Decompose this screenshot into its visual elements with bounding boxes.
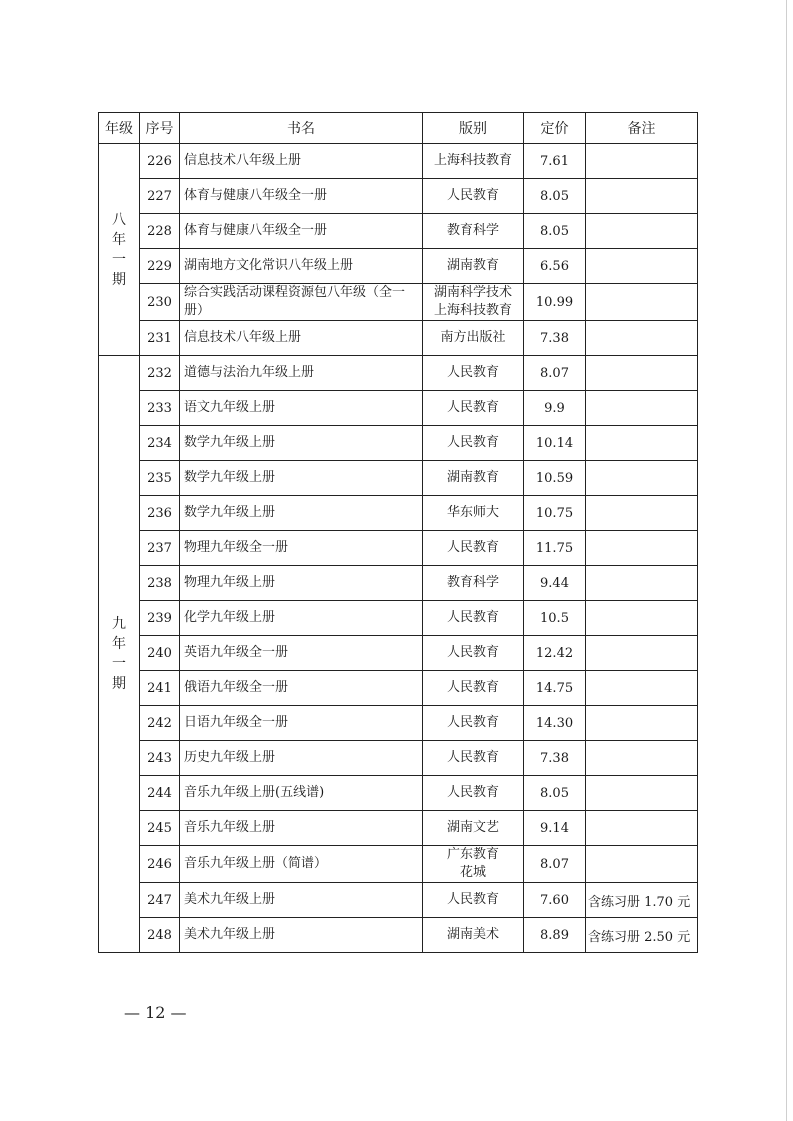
publisher: 湖南教育: [423, 461, 524, 496]
table-row: [99, 811, 698, 846]
row-number: 237: [140, 531, 180, 566]
price: 8.89: [524, 918, 586, 953]
book-title: 音乐九年级上册(五线谱): [180, 776, 423, 811]
publisher: 人民教育: [423, 426, 524, 461]
note: [586, 391, 698, 426]
table-row: [99, 321, 698, 356]
book-title: 物理九年级上册: [180, 566, 423, 601]
table-row: [99, 531, 698, 566]
book-title: 音乐九年级上册（简谱）: [180, 846, 423, 883]
price: 9.44: [524, 566, 586, 601]
publisher: 湖南教育: [423, 249, 524, 284]
table-row: [99, 741, 698, 776]
book-title: 俄语九年级全一册: [180, 671, 423, 706]
row-number: 234: [140, 426, 180, 461]
publisher: 上海科技教育: [423, 144, 524, 179]
price: 9.14: [524, 811, 586, 846]
price: 10.59: [524, 461, 586, 496]
header-publisher: 版别: [423, 113, 524, 144]
row-number: 236: [140, 496, 180, 531]
table-row: [99, 391, 698, 426]
row-number: 245: [140, 811, 180, 846]
note: [586, 356, 698, 391]
publisher: 人民教育: [423, 706, 524, 741]
publisher: 华东师大: [423, 496, 524, 531]
table-row: [99, 918, 698, 953]
book-title: 数学九年级上册: [180, 461, 423, 496]
row-number: 230: [140, 284, 180, 321]
publisher: 人民教育: [423, 883, 524, 918]
publisher: 湖南美术: [423, 918, 524, 953]
table-row: [99, 706, 698, 741]
note: [586, 811, 698, 846]
price: 8.05: [524, 214, 586, 249]
table-row: [99, 671, 698, 706]
note: 含练习册 2.50 元: [586, 918, 698, 953]
book-title: 历史九年级上册: [180, 741, 423, 776]
row-number: 227: [140, 179, 180, 214]
scan-edge-line: [786, 0, 787, 1121]
row-number: 248: [140, 918, 180, 953]
book-title: 语文九年级上册: [180, 391, 423, 426]
book-title: 英语九年级全一册: [180, 636, 423, 671]
note: [586, 601, 698, 636]
note: 含练习册 1.70 元: [586, 883, 698, 918]
publisher: 南方出版社: [423, 321, 524, 356]
price: 12.42: [524, 636, 586, 671]
book-title: 音乐九年级上册: [180, 811, 423, 846]
price: 14.30: [524, 706, 586, 741]
note: [586, 284, 698, 321]
publisher: 人民教育: [423, 671, 524, 706]
table-row: [99, 249, 698, 284]
publisher: 人民教育: [423, 391, 524, 426]
table-row: [99, 461, 698, 496]
publisher: 人民教育: [423, 356, 524, 391]
table-body: [99, 144, 698, 953]
row-number: 238: [140, 566, 180, 601]
table-row: [99, 356, 698, 391]
book-title: 湖南地方文化常识八年级上册: [180, 249, 423, 284]
note: [586, 321, 698, 356]
row-number: 235: [140, 461, 180, 496]
header-grade: 年级: [99, 113, 140, 144]
row-number: 239: [140, 601, 180, 636]
row-number: 244: [140, 776, 180, 811]
price: 11.75: [524, 531, 586, 566]
note: [586, 741, 698, 776]
note: [586, 776, 698, 811]
book-title: 体育与健康八年级全一册: [180, 214, 423, 249]
grade-cell: [99, 356, 140, 953]
price: 10.14: [524, 426, 586, 461]
table-header-row: [99, 113, 698, 144]
publisher: 人民教育: [423, 531, 524, 566]
header-number: 序号: [140, 113, 180, 144]
publisher: 人民教育: [423, 601, 524, 636]
price: 7.38: [524, 741, 586, 776]
table-row: [99, 496, 698, 531]
note: [586, 179, 698, 214]
price: 8.05: [524, 179, 586, 214]
row-number: 226: [140, 144, 180, 179]
price: 10.5: [524, 601, 586, 636]
publisher: 人民教育: [423, 741, 524, 776]
row-number: 246: [140, 846, 180, 883]
table-row: [99, 636, 698, 671]
grade-label: 八 年 一 期: [112, 211, 126, 288]
price: 10.99: [524, 284, 586, 321]
row-number: 228: [140, 214, 180, 249]
header-note: 备注: [586, 113, 698, 144]
book-title: 数学九年级上册: [180, 426, 423, 461]
table-row: [99, 601, 698, 636]
book-title: 化学九年级上册: [180, 601, 423, 636]
note: [586, 566, 698, 601]
book-title: 综合实践活动课程资源包八年级（全一册）: [180, 284, 423, 321]
book-title: 日语九年级全一册: [180, 706, 423, 741]
book-title: 道德与法治九年级上册: [180, 356, 423, 391]
price: 9.9: [524, 391, 586, 426]
page-number: — 12 —: [124, 1003, 187, 1022]
table-row: [99, 883, 698, 918]
price: 7.61: [524, 144, 586, 179]
book-title: 体育与健康八年级全一册: [180, 179, 423, 214]
publisher: 人民教育: [423, 636, 524, 671]
book-title: 物理九年级全一册: [180, 531, 423, 566]
table-row: [99, 179, 698, 214]
row-number: 229: [140, 249, 180, 284]
note: [586, 249, 698, 284]
publisher: 湖南科学技术 上海科技教育: [423, 284, 524, 321]
note: [586, 531, 698, 566]
price: 8.07: [524, 356, 586, 391]
book-title: 信息技术八年级上册: [180, 144, 423, 179]
row-number: 247: [140, 883, 180, 918]
note: [586, 846, 698, 883]
note: [586, 496, 698, 531]
note: [586, 144, 698, 179]
note: [586, 706, 698, 741]
book-title: 美术九年级上册: [180, 883, 423, 918]
table-row: [99, 426, 698, 461]
price: 7.60: [524, 883, 586, 918]
grade-cell: [99, 144, 140, 356]
textbook-price-table: [98, 112, 698, 953]
publisher: 人民教育: [423, 179, 524, 214]
price: 8.07: [524, 846, 586, 883]
header-price: 定价: [524, 113, 586, 144]
book-title: 美术九年级上册: [180, 918, 423, 953]
publisher: 教育科学: [423, 566, 524, 601]
row-number: 243: [140, 741, 180, 776]
row-number: 240: [140, 636, 180, 671]
table-row: [99, 566, 698, 601]
publisher: 广东教育 花城: [423, 846, 524, 883]
grade-label: 九 年 一 期: [112, 616, 126, 692]
row-number: 231: [140, 321, 180, 356]
note: [586, 426, 698, 461]
table-row: [99, 846, 698, 883]
price: 8.05: [524, 776, 586, 811]
row-number: 241: [140, 671, 180, 706]
note: [586, 461, 698, 496]
row-number: 242: [140, 706, 180, 741]
note: [586, 214, 698, 249]
price: 14.75: [524, 671, 586, 706]
publisher: 湖南文艺: [423, 811, 524, 846]
note: [586, 636, 698, 671]
publisher: 教育科学: [423, 214, 524, 249]
publisher: 人民教育: [423, 776, 524, 811]
note: [586, 671, 698, 706]
price: 7.38: [524, 321, 586, 356]
book-title: 信息技术八年级上册: [180, 321, 423, 356]
book-title: 数学九年级上册: [180, 496, 423, 531]
row-number: 232: [140, 356, 180, 391]
row-number: 233: [140, 391, 180, 426]
table-row: [99, 284, 698, 321]
price: 6.56: [524, 249, 586, 284]
price: 10.75: [524, 496, 586, 531]
header-title: 书名: [180, 113, 423, 144]
table-row: [99, 214, 698, 249]
table-row: [99, 776, 698, 811]
table-row: [99, 144, 698, 179]
